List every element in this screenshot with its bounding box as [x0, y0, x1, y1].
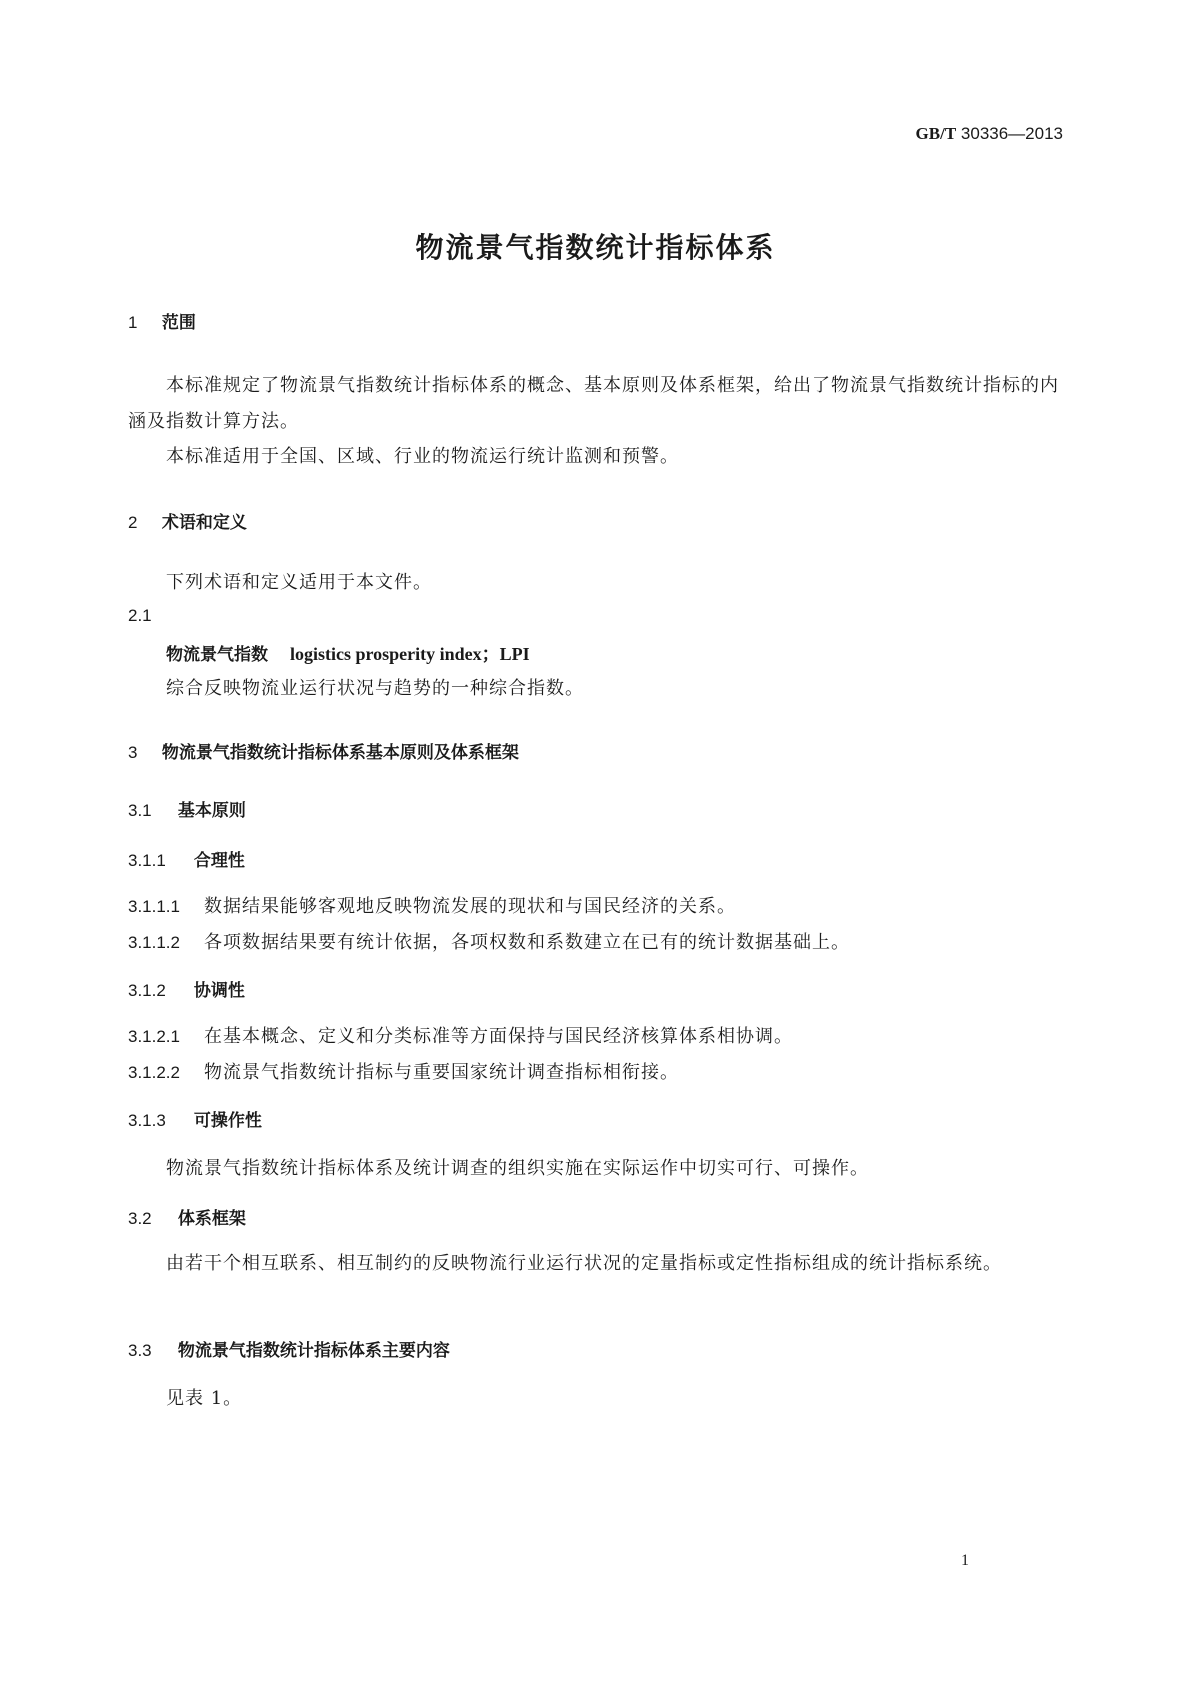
- section-number: 3.2: [128, 1209, 152, 1228]
- section-title: 体系框架: [177, 1209, 246, 1229]
- section-number: 3.3: [128, 1341, 152, 1360]
- clause-text: 各项数据结果要有统计依据，各项权数和系数建立在已有的统计数据基础上。: [204, 932, 850, 953]
- section-number: 3: [128, 743, 138, 762]
- term-english: logistics prosperity index；LPI: [290, 644, 530, 664]
- clause-3-1-2-1: [128, 1022, 793, 1048]
- section-3-1-2-heading: [128, 976, 245, 1001]
- clause-3-1-2-2: [128, 1058, 679, 1084]
- term-entry: [166, 640, 530, 666]
- section-2-paragraph-1: 下列术语和定义适用于本文件。: [166, 572, 432, 593]
- clause-number: 3.1.1.2: [128, 933, 180, 952]
- section-title: 物流景气指数统计指标体系基本原则及体系框架: [161, 743, 519, 763]
- section-3-heading: [128, 738, 519, 763]
- clause-text: 数据结果能够客观地反映物流发展的现状和与国民经济的关系。: [204, 896, 736, 917]
- clause-text: 物流景气指数统计指标与重要国家统计调查指标相衔接。: [204, 1062, 679, 1083]
- section-number: 3.1: [128, 801, 152, 820]
- standard-code: [916, 124, 1063, 144]
- section-title: 物流景气指数统计指标体系主要内容: [177, 1341, 450, 1361]
- section-3-1-heading: [128, 796, 246, 821]
- section-number: 3.1.3: [128, 1111, 166, 1130]
- clause-3-1-1-1: [128, 892, 736, 918]
- section-title: 范围: [161, 313, 196, 333]
- section-3-3-heading: [128, 1336, 450, 1361]
- section-1-paragraph-2: 本标准适用于全国、区域、行业的物流运行统计监测和预警。: [166, 446, 679, 467]
- section-title: 可操作性: [193, 1111, 262, 1131]
- standard-number: 30336—2013: [960, 124, 1063, 143]
- clause-3-1-1-2: [128, 928, 850, 954]
- section-1-paragraph-1: 本标准规定了物流景气指数统计指标体系的概念、基本原则及体系框架，给出了物流景气指数统计指标的内涵及指数计算方法。: [128, 375, 1059, 432]
- section-number: 3.1.1: [128, 851, 166, 870]
- section-number: 2: [128, 513, 138, 532]
- term-definition: 综合反映物流业运行状况与趋势的一种综合指数。: [166, 678, 584, 699]
- clause-text: 在基本概念、定义和分类标准等方面保持与国民经济核算体系相协调。: [204, 1026, 793, 1047]
- section-3-1-3-heading: [128, 1106, 262, 1131]
- clause-number: 3.1.1.1: [128, 897, 180, 916]
- section-title: 合理性: [193, 851, 245, 871]
- section-1-heading: [128, 308, 196, 333]
- clause-number: 3.1.2.1: [128, 1027, 180, 1046]
- section-3-2-paragraph: 由若干个相互联系、相互制约的反映物流行业运行状况的定量指标或定性指标组成的统计指标系统。: [166, 1253, 1002, 1274]
- standard-prefix: GB/T: [915, 124, 957, 143]
- document-title: 物流景气指数统计指标体系: [415, 231, 776, 264]
- section-number: 3.1.2: [128, 981, 166, 1000]
- section-3-2-heading: [128, 1204, 246, 1229]
- section-number: 1: [128, 313, 138, 332]
- section-3-1-1-heading: [128, 846, 245, 871]
- section-2-heading: [128, 508, 247, 533]
- section-3-3-paragraph: 见表 1。: [166, 1388, 243, 1409]
- term-number: 2.1: [128, 606, 152, 625]
- section-title: 术语和定义: [161, 513, 247, 533]
- term-chinese: 物流景气指数: [166, 645, 268, 665]
- section-title: 协调性: [193, 981, 245, 1001]
- section-3-1-3-paragraph: 物流景气指数统计指标体系及统计调查的组织实施在实际运作中切实可行、可操作。: [166, 1158, 869, 1179]
- clause-number: 3.1.2.2: [128, 1063, 180, 1082]
- page-number: 1: [961, 1552, 969, 1569]
- section-title: 基本原则: [177, 801, 246, 821]
